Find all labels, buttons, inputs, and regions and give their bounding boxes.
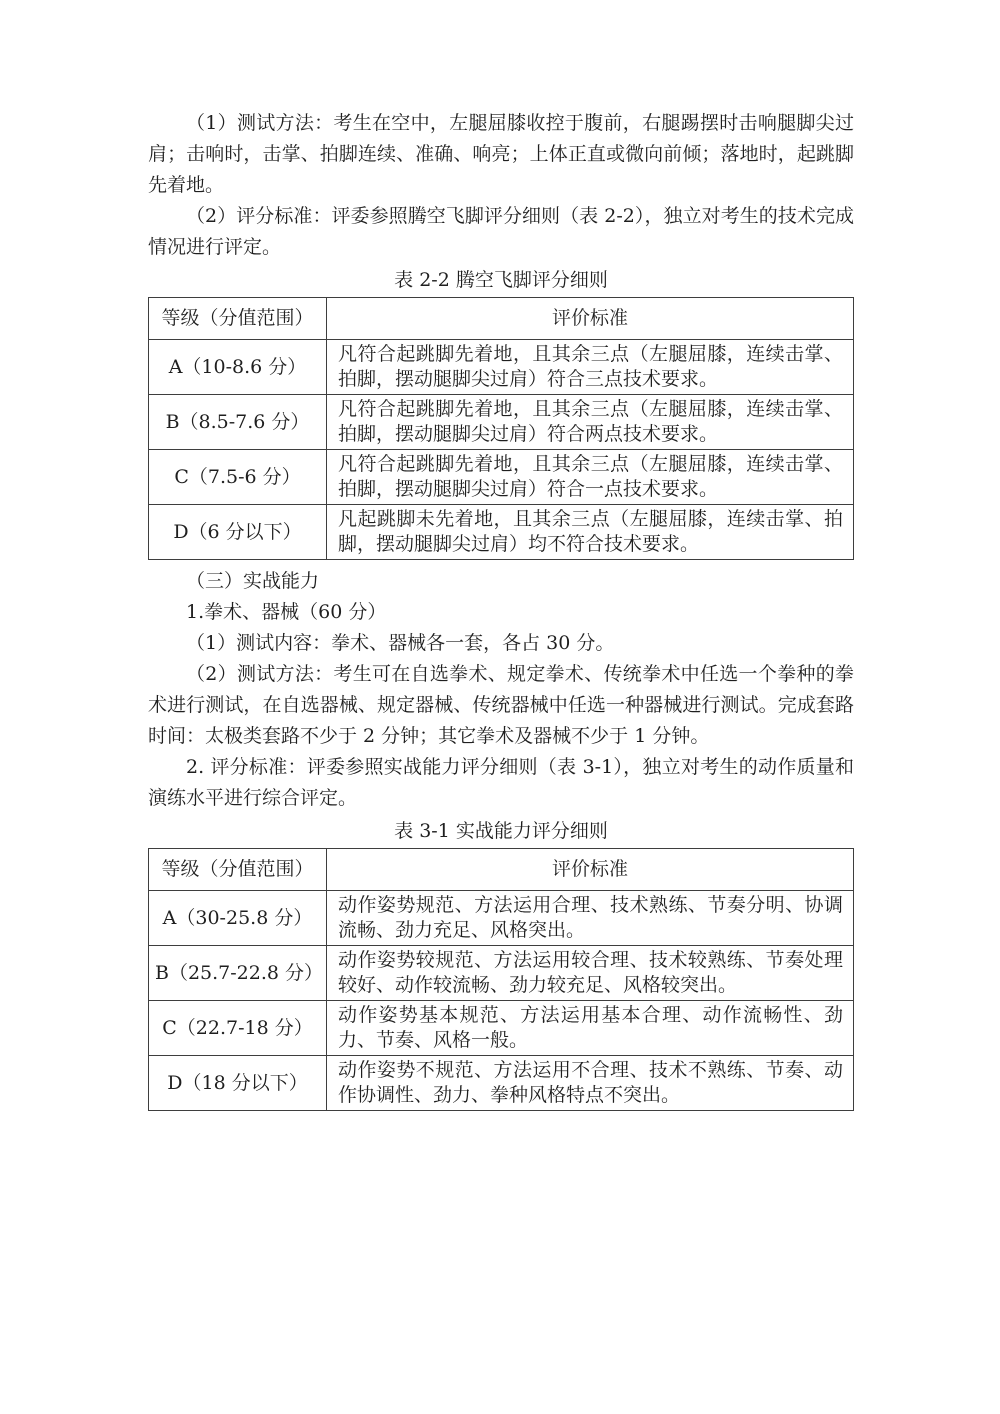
paragraph-test-method-jump-kick: （1）测试方法：考生在空中，左腿屈膝收控于腹前，右腿踢摆时击响腿脚尖过肩；击响时，击掌、拍脚连续、准确、响亮；上体正直或微向前倾；落地时，起跳脚先着地。 — [148, 112, 854, 196]
table-row-grade-a — [149, 340, 854, 395]
grade-cell: C（7.5-6 分） — [149, 450, 327, 505]
table-2-2-header-criteria: 评价标准 — [327, 298, 854, 340]
paragraph-test-content: （1）测试内容：拳术、器械各一套，各占 30 分。 — [186, 632, 615, 654]
grade-cell: C（22.7-18 分） — [149, 1001, 327, 1056]
grade-cell: D（6 分以下） — [149, 505, 327, 560]
criteria-cell: 动作姿势较规范、方法运用较合理、技术较熟练、节奏处理较好、动作较流畅、劲力较充足、风格较突出。 — [327, 946, 854, 1001]
table-3-1-practical-ability-rubric — [148, 848, 854, 1111]
table-3-1-caption: 表 3-1 实战能力评分细则 — [394, 820, 608, 842]
table-row-grade-b — [149, 395, 854, 450]
table-3-1-header-criteria: 评价标准 — [327, 849, 854, 891]
grade-cell: D（18 分以下） — [149, 1056, 327, 1111]
grade-cell: B（25.7-22.8 分） — [149, 946, 327, 1001]
criteria-cell: 凡符合起跳脚先着地，且其余三点（左腿屈膝，连续击掌、拍脚，摆动腿脚尖过肩）符合三点技术要求。 — [327, 340, 854, 395]
table-row-grade-c — [149, 1001, 854, 1056]
table-2-2-caption: 表 2-2 腾空飞脚评分细则 — [394, 269, 608, 291]
grade-cell: B（8.5-7.6 分） — [149, 395, 327, 450]
grade-cell: A（10-8.6 分） — [149, 340, 327, 395]
paragraph-scoring-standard-practical: 2. 评分标准：评委参照实战能力评分细则（表 3-1），独立对考生的动作质量和演练水平进行综合评定。 — [148, 756, 854, 809]
table-header-row — [149, 298, 854, 340]
criteria-cell: 动作姿势基本规范、方法运用基本合理、动作流畅性、劲力、节奏、风格一般。 — [327, 1001, 854, 1056]
section-heading-practical-ability: （三）实战能力 — [186, 570, 320, 592]
table-header-row — [149, 849, 854, 891]
table-row-grade-a — [149, 891, 854, 946]
table-row-grade-b — [149, 946, 854, 1001]
item-quanshu-qixie: 1.拳术、器械（60 分） — [186, 601, 387, 623]
table-row-grade-d — [149, 505, 854, 560]
table-2-2-header-grade: 等级（分值范围） — [149, 298, 327, 340]
criteria-cell: 动作姿势不规范、方法运用不合理、技术不熟练、节奏、动作协调性、劲力、拳种风格特点不突出。 — [327, 1056, 854, 1111]
paragraph-test-method-routines: （2）测试方法：考生可在自选拳术、规定拳术、传统拳术中任选一个拳种的拳术进行测试，在自选器械、规定器械、传统器械中任选一种器械进行测试。完成套路时间：太极类套路不少于 2 分钟；其它拳术及器械不少于 1 分钟。 — [148, 663, 854, 747]
document-content — [148, 108, 854, 1117]
table-row-grade-c — [149, 450, 854, 505]
criteria-cell: 动作姿势规范、方法运用合理、技术熟练、节奏分明、协调流畅、劲力充足、风格突出。 — [327, 891, 854, 946]
criteria-cell: 凡符合起跳脚先着地，且其余三点（左腿屈膝，连续击掌、拍脚，摆动腿脚尖过肩）符合两点技术要求。 — [327, 395, 854, 450]
table-2-2-jump-kick-rubric — [148, 297, 854, 560]
paragraph-scoring-standard-jump-kick: （2）评分标准：评委参照腾空飞脚评分细则（表 2-2），独立对考生的技术完成情况进行评定。 — [148, 205, 854, 258]
criteria-cell: 凡符合起跳脚先着地，且其余三点（左腿屈膝，连续击掌、拍脚，摆动腿脚尖过肩）符合一点技术要求。 — [327, 450, 854, 505]
grade-cell: A（30-25.8 分） — [149, 891, 327, 946]
table-row-grade-d — [149, 1056, 854, 1111]
criteria-cell: 凡起跳脚未先着地，且其余三点（左腿屈膝，连续击掌、拍脚，摆动腿脚尖过肩）均不符合技术要求。 — [327, 505, 854, 560]
table-3-1-header-grade: 等级（分值范围） — [149, 849, 327, 891]
